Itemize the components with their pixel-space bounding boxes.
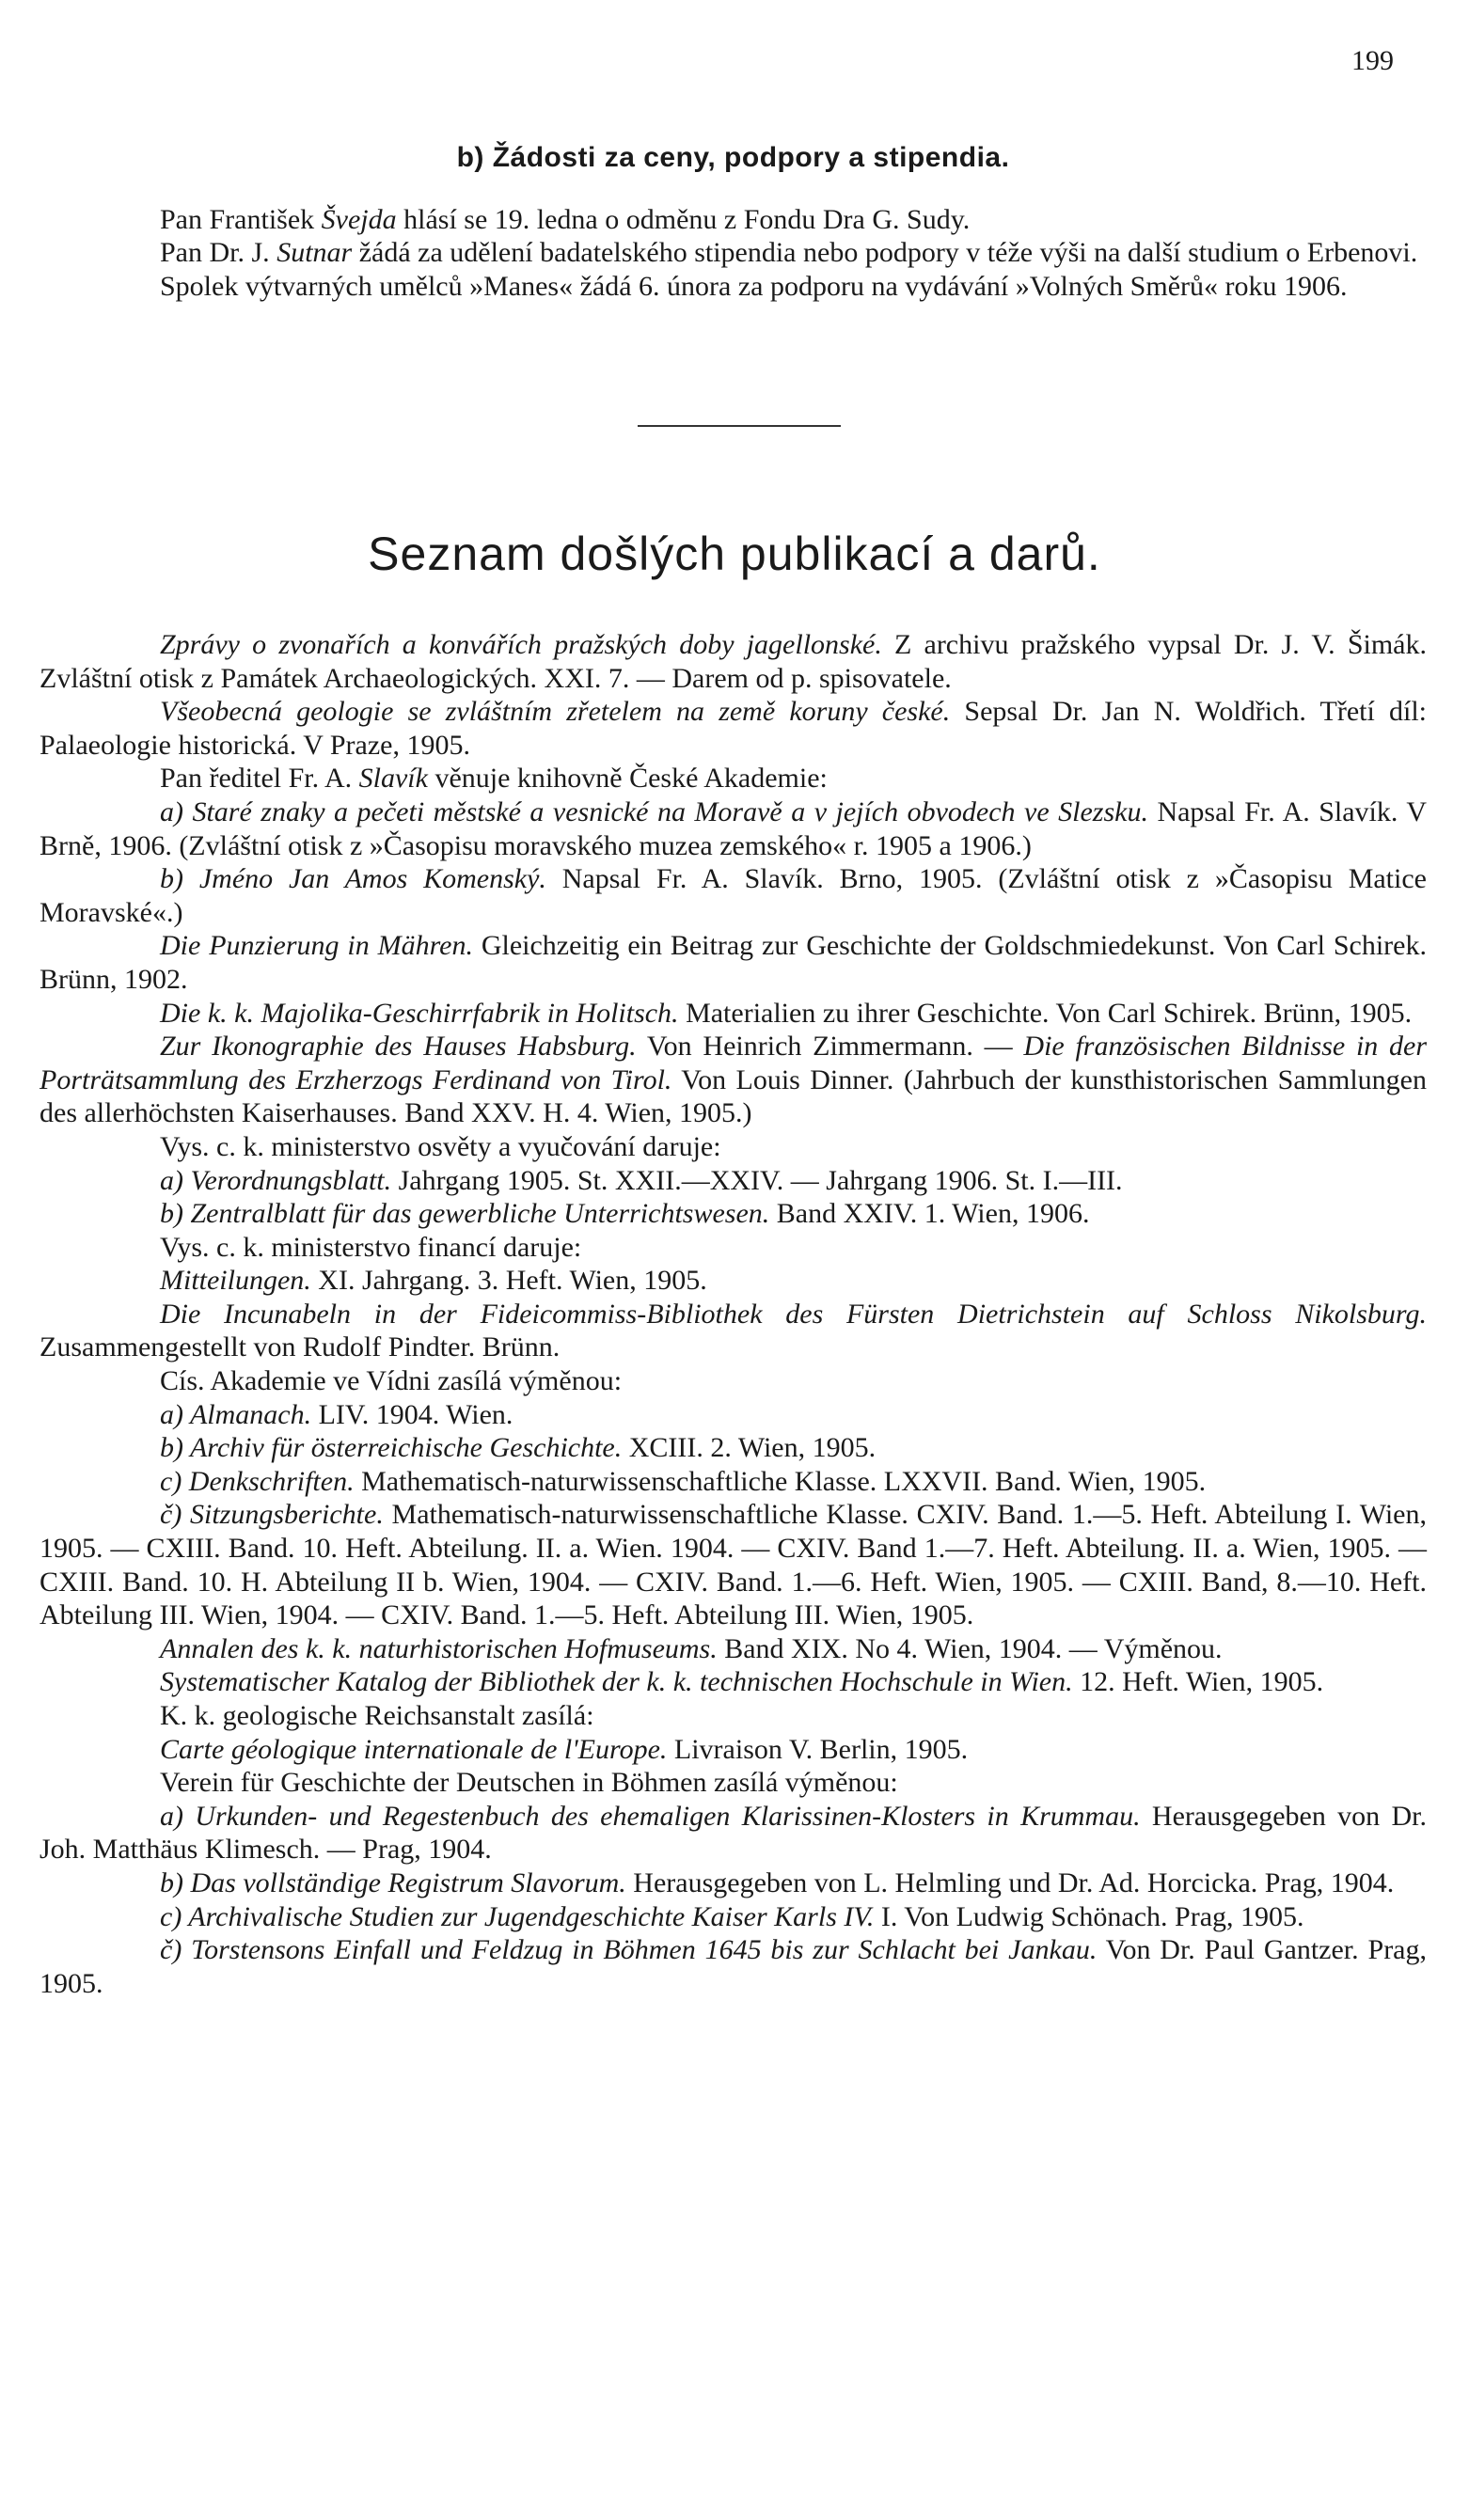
italic-title: Die Punzierung in Mähren.	[160, 930, 473, 962]
publication-entry	[39, 762, 1427, 795]
publication-entry	[39, 628, 1427, 695]
italic-title: a) Almanach.	[160, 1398, 312, 1430]
request-paragraph	[39, 203, 1427, 237]
text-run: 12. Heft. Wien, 1905.	[1072, 1666, 1324, 1698]
text-run: Verein für Geschichte der Deutschen in Böhmen zasílá výměnou:	[160, 1767, 898, 1799]
italic-title: Carte géologique internationale de l'Europe.	[160, 1733, 668, 1765]
publication-entry	[39, 929, 1427, 996]
publication-entry	[39, 795, 1427, 862]
text-run: Napsal Fr. A. Slavík. V Brně, 1906. (Zvláštní otisk z »Časopisu moravského muzea zemského« r. 1905 a 1906.)	[39, 795, 1427, 861]
publication-entry	[39, 1665, 1427, 1699]
publication-entry	[39, 695, 1427, 762]
list-title: Seznam došlých publikací a darů.	[368, 528, 1101, 580]
text-run: I. Von Ludwig Schönach. Prag, 1905.	[874, 1900, 1304, 1932]
section-divider	[638, 425, 841, 427]
italic-title: Zprávy o zvonařích a konvářích pražských doby jagellonské.	[160, 629, 882, 660]
text-run: Mathematisch-naturwissenschaftliche Klasse. LXXVII. Band. Wien, 1905.	[354, 1465, 1207, 1497]
text-run: Napsal Fr. A. Slavík. Brno, 1905. (Zvláštní otisk z »Časopisu Matice Moravské«.)	[39, 863, 1427, 928]
text-run: Zusammengestellt von Rudolf Pindter. Brünn.	[39, 1331, 561, 1363]
italic-title: Die Incunabeln in der Fideicommiss-Bibliothek des Fürsten Dietrichstein auf Schloss Nikolsburg.	[160, 1298, 1427, 1330]
text-run: Gleichzeitig ein Beitrag zur Geschichte der Goldschmiedekunst. Von Carl Schirek. Brünn, 1902.	[39, 930, 1427, 995]
publication-entry	[39, 1866, 1427, 1900]
publication-entry	[39, 1766, 1427, 1800]
request-paragraph	[39, 270, 1427, 304]
italic-title: Zur Ikonographie des Hauses Habsburg.	[160, 1031, 637, 1063]
italic-title: Slavík	[358, 763, 428, 795]
text-run: Band XXIV. 1. Wien, 1906.	[769, 1198, 1090, 1230]
italic-title: a) Verordnungsblatt.	[160, 1164, 392, 1196]
text-run: Vys. c. k. ministerstvo financí daruje:	[160, 1231, 582, 1263]
section-paragraphs	[39, 203, 1427, 304]
text-run: K. k. geologische Reichsanstalt zasílá:	[160, 1700, 594, 1731]
publication-entry	[39, 1900, 1427, 1934]
text-run: žádá za udělení badatelského stipendia nebo podpory v téže výši na další studium o Erbenovi.	[352, 237, 1418, 269]
publication-entry	[39, 1197, 1427, 1231]
publication-entry	[39, 1733, 1427, 1767]
publication-entry	[39, 1632, 1427, 1666]
text-run: Materialien zu ihrer Geschichte. Von Carl Schirek. Brünn, 1905.	[678, 997, 1413, 1029]
italic-title: b) Das vollständige Registrum Slavorum.	[160, 1866, 626, 1898]
publication-entry	[39, 1800, 1427, 1866]
publication-entry	[39, 1398, 1427, 1432]
italic-title: a) Urkunden- und Regestenbuch des ehemaligen Klarissinen-Klosters in Krummau.	[160, 1800, 1141, 1832]
italic-title: Švejda	[321, 203, 397, 235]
publication-entry	[39, 1298, 1427, 1364]
text-run: Jahrgang 1905. St. XXII.—XXIV. — Jahrgang 1906. St. I.—III.	[391, 1164, 1123, 1196]
italic-title: Die französischen Bildnisse in der Porträtsammlung des Erzherzogs Ferdinand von Tirol.	[39, 1031, 1428, 1095]
text-run: Spolek výtvarných umělců »Manes« žádá 6. února za podporu na vydávání »Volných Směrů« roku 1906.	[160, 270, 1348, 302]
text-run: XI. Jahrgang. 3. Heft. Wien, 1905.	[310, 1265, 707, 1297]
italic-title: c) Denkschriften.	[160, 1465, 355, 1497]
publication-entry	[39, 1431, 1427, 1465]
publication-entry	[39, 1030, 1427, 1130]
publication-entry	[39, 1699, 1427, 1733]
italic-title: Mitteilungen.	[160, 1265, 311, 1297]
text-run: Mathematisch-naturwissenschaftliche Klasse. CXIV. Band. 1.—5. Heft. Abteilung I. Wien, 1905. — CXIII. Band. 10. Heft. Abteilung. II. a. Wien. 1904. — CXIV. Band 1.—7. Heft. Abteilung. II. a. Wien, 1905. — CXIII. Band. 10. H. Abteilung II b. Wien, 1904. — CXIV. Band. 1.—6. Heft. Wien, 1905. — CXIII. Band, 8.—10. Heft. Abteilung III. Wien, 1904. — CXIV. Band. 1.—5. Heft. Abteilung III. Wien, 1905.	[39, 1499, 1427, 1631]
publication-entry	[39, 1264, 1427, 1298]
text-run: LIV. 1904. Wien.	[311, 1398, 513, 1430]
italic-title: a) Staré znaky a pečeti městské a vesnické na Moravě a v jejích obvodech ve Slezsku.	[160, 795, 1148, 827]
text-run: Pan ředitel Fr. A.	[160, 763, 359, 795]
italic-title: b) Jméno Jan Amos Komenský.	[160, 863, 546, 895]
italic-title: Annalen des k. k. naturhistorischen Hofmuseums.	[160, 1632, 718, 1664]
publication-entry	[39, 1231, 1427, 1265]
italic-title: Všeobecná geologie se zvláštním zřetelem na země koruny české.	[160, 696, 951, 728]
text-run: hlásí se 19. ledna o odměnu z Fondu Dra G. Sudy.	[396, 203, 971, 235]
text-run: Sepsal Dr. Jan N. Woldřich. Třetí díl: Palaeologie historická. V Praze, 1905.	[39, 696, 1428, 761]
publication-entry	[39, 997, 1427, 1031]
publication-entry	[39, 1364, 1427, 1398]
section-heading: b) Žádosti za ceny, podpory a stipendia.	[456, 142, 1010, 173]
italic-title: č) Torstensons Einfall und Feldzug in Böhmen 1645 bis zur Schlacht bei Jankau.	[160, 1934, 1098, 1966]
text-run: Von Heinrich Zimmermann. —	[636, 1031, 1024, 1063]
italic-title: Systematischer Katalog der Bibliothek der k. k. technischen Hochschule in Wien.	[160, 1666, 1073, 1698]
text-run: Livraison V. Berlin, 1905.	[667, 1733, 969, 1765]
publication-entry	[39, 1164, 1427, 1198]
text-run: Cís. Akademie ve Vídni zasílá výměnou:	[160, 1365, 623, 1397]
italic-title: b) Archiv für österreichische Geschichte.	[160, 1432, 623, 1464]
publication-entry	[39, 1933, 1427, 2000]
text-run: Herausgegeben von L. Helmling und Dr. Ad. Horcicka. Prag, 1904.	[625, 1866, 1395, 1898]
text-run: Pan František	[160, 203, 322, 235]
publication-entry	[39, 862, 1427, 929]
text-run: XCIII. 2. Wien, 1905.	[622, 1432, 877, 1464]
section-requests	[39, 141, 1427, 303]
text-run: Vys. c. k. ministerstvo osvěty a vyučování daruje:	[160, 1130, 721, 1162]
text-run: Herausgegeben von Dr. Joh. Matthäus Klimesch. — Prag, 1904.	[39, 1800, 1427, 1866]
text-run: Von Dr. Paul Gantzer. Prag, 1905.	[39, 1934, 1427, 1999]
text-run: Von Louis Dinner. (Jahrbuch der kunsthistorischen Sammlungen des allerhöchsten Kaiserhauses. Band XXV. H. 4. Wien, 1905.)	[39, 1063, 1427, 1129]
text-run: Band XIX. No 4. Wien, 1904. — Výměnou.	[717, 1632, 1223, 1664]
text-run: Pan Dr. J.	[160, 237, 277, 269]
text-run: Z archivu pražského vypsal Dr. J. V. Šimák. Zvláštní otisk z Památek Archaeologických. XXI. 7. — Darem od p. spisovatele.	[39, 629, 1427, 694]
page-number: 199	[1351, 45, 1394, 76]
italic-title: b) Zentralblatt für das gewerbliche Unterrichtswesen.	[160, 1198, 770, 1230]
italic-title: Sutnar	[276, 237, 353, 269]
italic-title: č) Sitzungsberichte.	[160, 1499, 384, 1531]
publication-entry	[39, 1130, 1427, 1164]
publication-entry	[39, 1498, 1427, 1631]
italic-title: Die k. k. Majolika-Geschirrfabrik in Holitsch.	[160, 997, 679, 1029]
publications-list	[39, 628, 1427, 2000]
request-paragraph	[39, 236, 1427, 270]
publication-entry	[39, 1465, 1427, 1499]
text-run: věnuje knihovně České Akademie:	[427, 763, 828, 795]
italic-title: c) Archivalische Studien zur Jugendgeschichte Kaiser Karls IV.	[160, 1900, 875, 1932]
